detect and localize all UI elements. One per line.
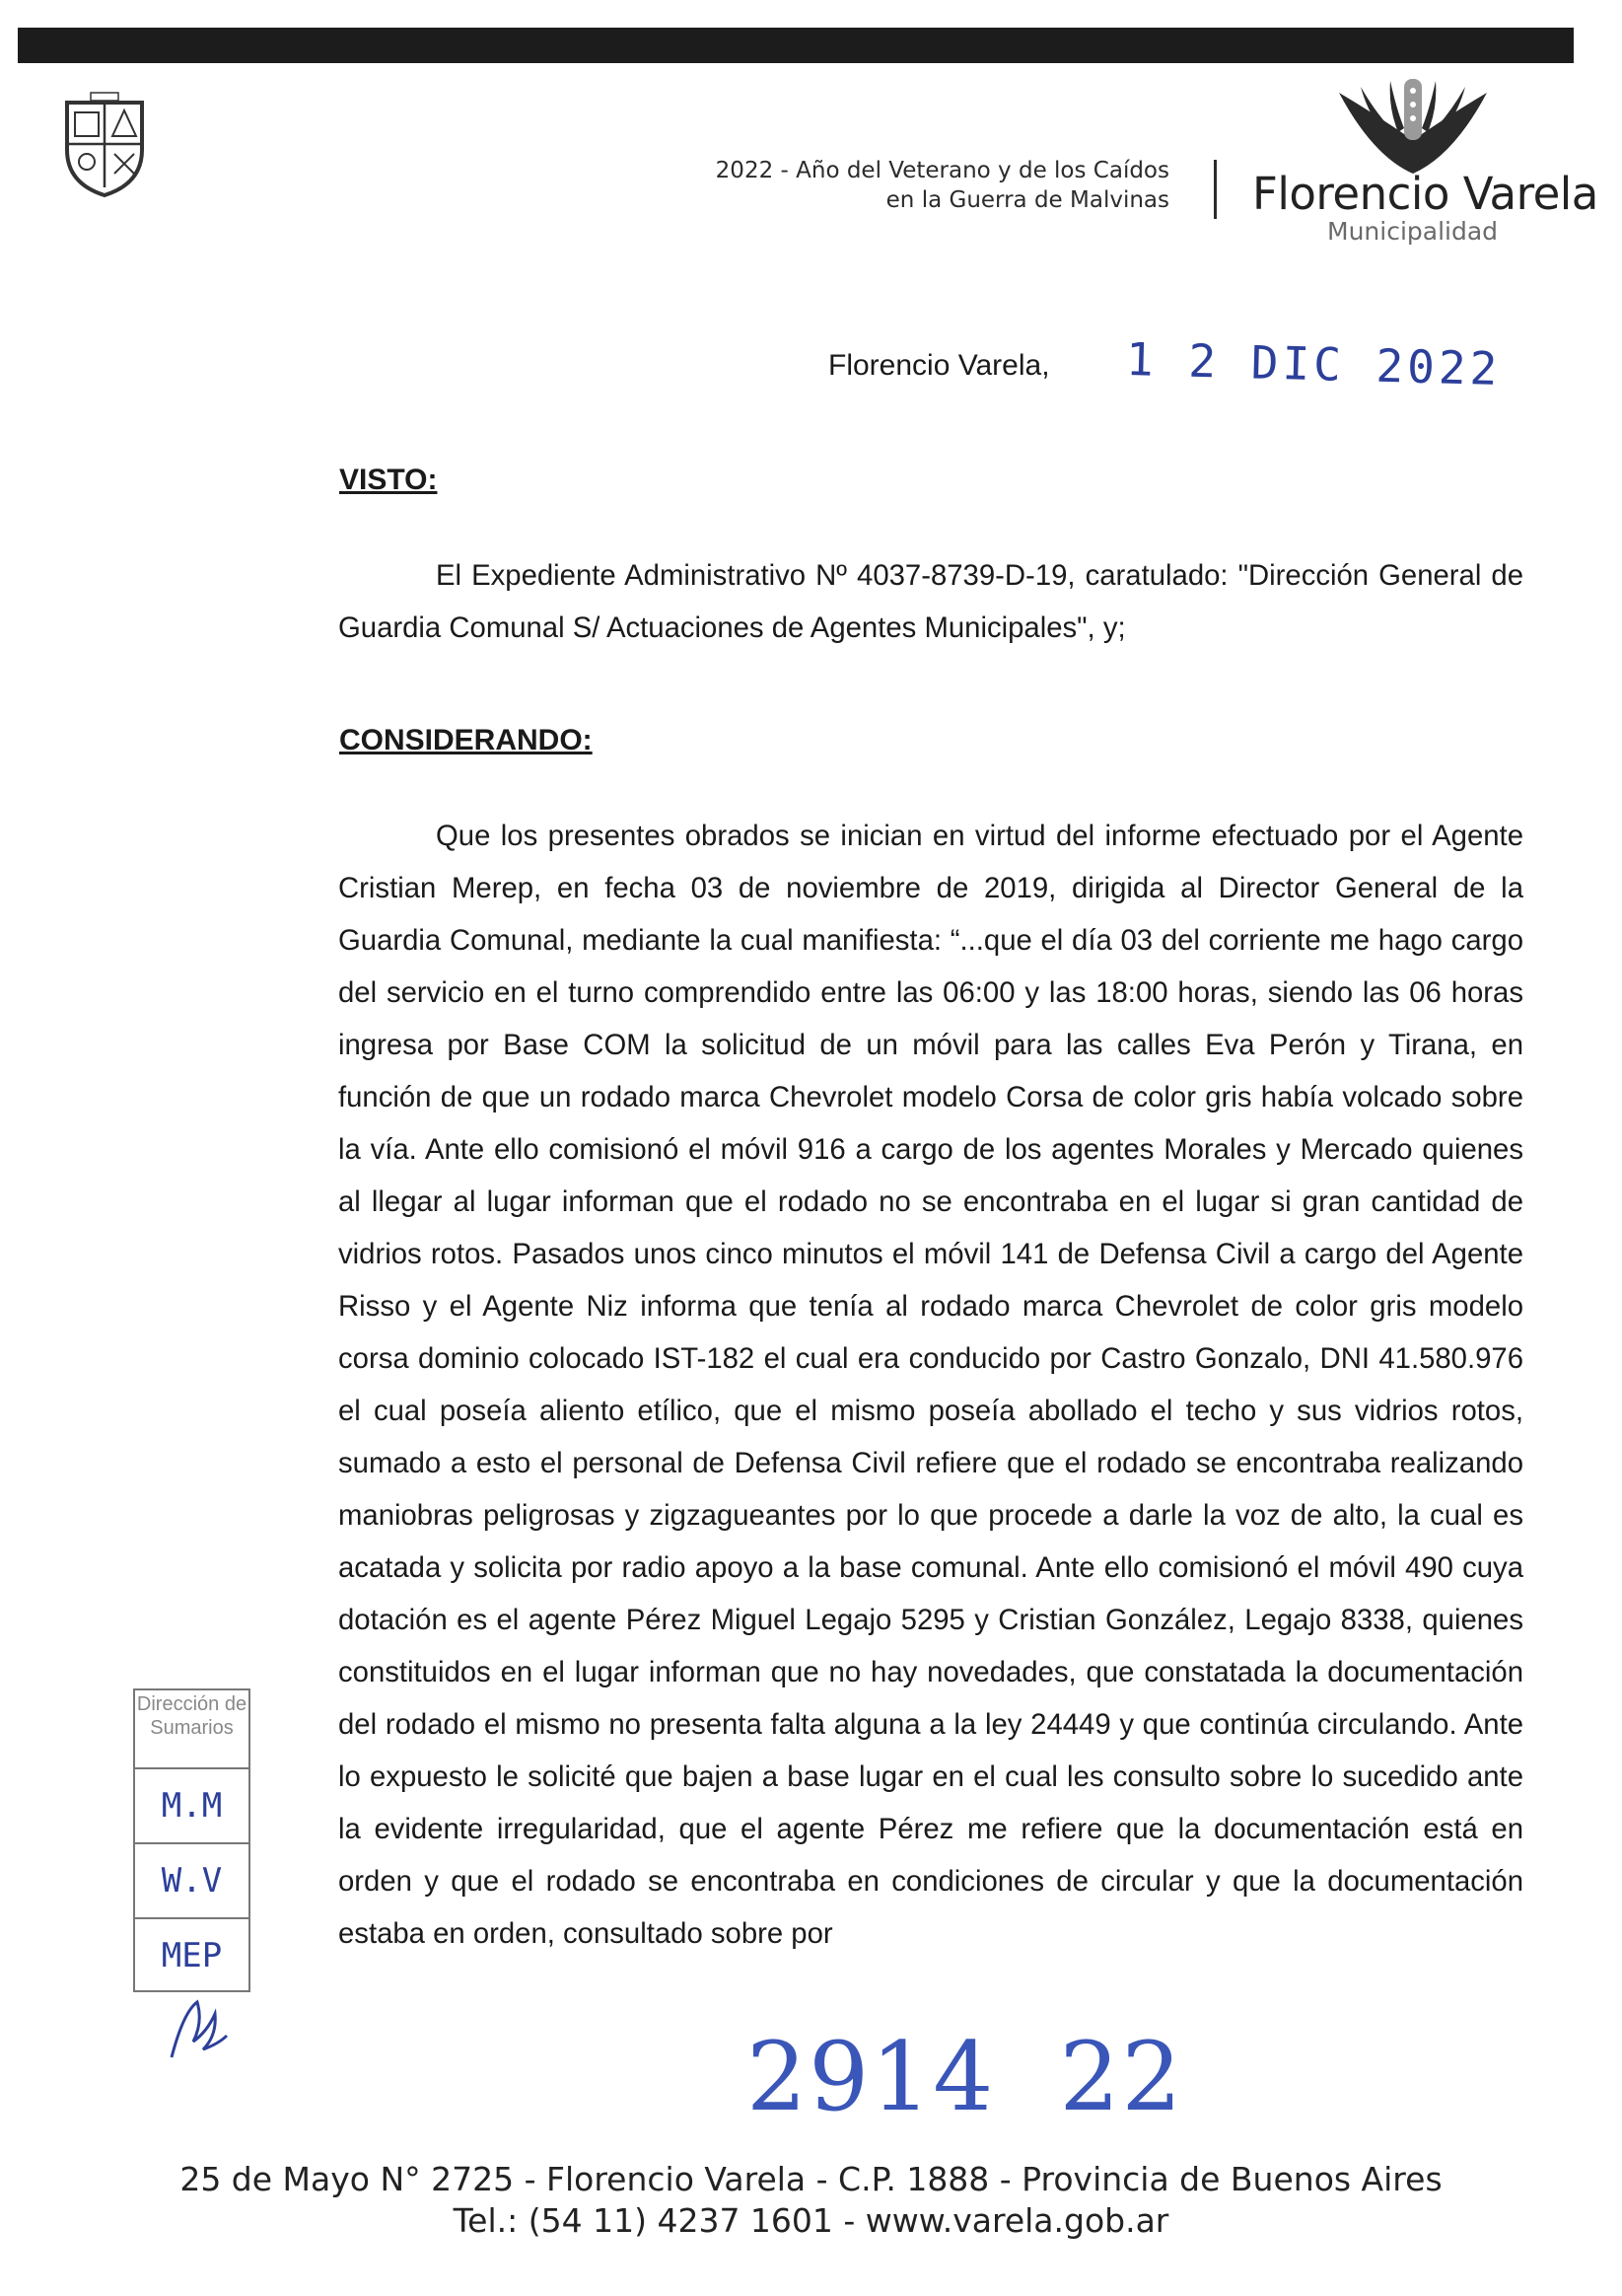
stamp-initials: MEP	[161, 1936, 223, 1975]
dateline-place: Florencio Varela,	[828, 349, 1050, 382]
signature-scribble	[164, 1992, 233, 2061]
considerando-paragraph: Que los presentes obrados se inician en virtud del informe efectuado por el Agente Cristian Merep, en fecha 03 de noviembre de 2019, dirigida al Director General de la Guardia Comunal, mediante la cual manifiesta: “...que el día 03 del corriente me hago cargo del servicio en el turno comprendido entre las 06:00 y las 18:00 horas, siendo las 06 horas ingresa por Base COM la solicitud de un móvil para las calles Eva Perón y Tirana, en función de que un rodado marca Chevrolet modelo Corsa de color gris había volcado sobre la vía. Ante ello comisionó el móvil 916 a cargo de los agentes Morales y Mercado quienes al llegar al lugar informan que el rodado no se encontraba en el lugar si gran cantidad de vidrios rotos. Pasados unos cinco minutos el móvil 141 de Defensa Civil a cargo del Agente Risso y el Agente Niz informa que tenía al rodado marca Chevrolet de color gris modelo corsa dominio colocado IST-182 el cual era conducido por Castro Gonzalo, DNI 41.580.976 el cual poseía aliento etílico, que el mismo poseía abollado el techo y sus vidrios rotos, sumado a esto el personal de Defensa Civil refiere que el rodado se encontraba realizando maniobras peligrosas y zigzagueantes por lo que procede a darle la voz de alto, la cual es acatada y solicita por radio apoyo a la base comunal. Ante ello comisionó el móvil 490 cuya dotación es el agente Pérez Miguel Legajo 5295 y Cristian González, Legajo 8338, quienes constituidos en el lugar informan que no hay novedades, que constatada la documentación del rodado el mismo no presenta falta alguna a la ley 24449 y que continúa circulando. Ante lo expuesto le solicité que bajen a base lugar en el cual les consulto sobre lo sucedido ante la evidente irregularidad, que el agente Pérez me refiere que la documentación está en orden y que el rodado se encontraba en condiciones de circular y que la documentación estaba en orden, consultado sobre por	[338, 820, 1523, 1950]
date-stamp: 1 2 DIC 2022	[1125, 332, 1502, 395]
coat-of-arms-icon	[59, 89, 150, 199]
municipality-label: Municipalidad	[1327, 217, 1499, 246]
visto-paragraph: El Expediente Administrativo Nº 4037-8739-D-19, caratulado: "Dirección General de Guardia Comunal S/ Actuaciones de Agentes Municipales", y;	[338, 559, 1523, 644]
slogan-line-2: en la Guerra de Malvinas	[885, 187, 1169, 213]
stamp-initials: M.M	[135, 1769, 248, 1844]
visto-heading: VISTO:	[339, 464, 438, 496]
municipality-logo-icon	[1333, 79, 1493, 178]
sumarios-stamp	[133, 1688, 250, 1992]
considerando-heading: CONSIDERANDO:	[339, 724, 593, 756]
slogan-line-1: 2022 - Año del Veterano y de los Caídos	[715, 158, 1169, 183]
sumarios-stamp-title: Dirección de Sumarios	[135, 1690, 248, 1769]
resolution-number-stamp: 2914 22	[746, 2022, 1184, 2132]
year-slogan	[552, 156, 1169, 215]
header-divider	[1214, 160, 1217, 219]
stamp-initials: W.V	[135, 1844, 248, 1919]
scan-top-border	[18, 28, 1574, 63]
footer-address: 25 de Mayo N° 2725 - Florencio Varela - C.P. 1888 - Provincia de Buenos Aires	[179, 2160, 1443, 2198]
footer-contact: Tel.: (54 11) 4237 1601 - www.varela.gob.ar	[453, 2201, 1169, 2240]
municipality-name: Florencio Varela	[1252, 168, 1598, 220]
